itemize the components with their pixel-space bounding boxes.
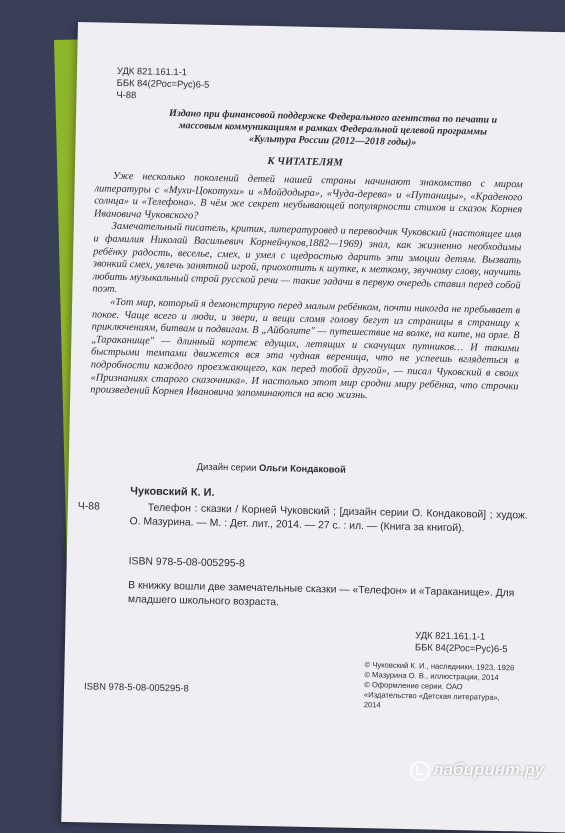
classification-top (116, 65, 209, 103)
watermark-text: лабиринт.ру (433, 760, 544, 779)
bbk-bottom: ББК 84(2Рос=Рус)6-5 (414, 641, 508, 655)
isbn-bottom: ISBN 978-5-08-005295-8 (83, 680, 189, 694)
watermark (410, 760, 544, 781)
card-author: Чуковский К. И. (130, 485, 215, 499)
paragraph: Замечательный писатель, критик, литературовед и переводчик Чуковский (настоящее имя и фамилия Николай Васильевич Корнейчуков,1882—1969) знал, как жизненно необходимы ребёнку радость, веселье, смех, и умел с щедростью дарить эти эмоции детям. Вызвать звонкий смех, увлечь занятной игрой, приохотить к шутке, к меткому, звучному слову, научить любить музыкальный строй русской речи — такие задачи в первую очередь ставил перед собой поэт. (92, 221, 522, 296)
copyright-line: © Мазурина О. В., иллюстрации, 2014 (364, 670, 499, 682)
funding-note: Издано при финансовой поддержке Федерального агентства по печати и массовым коммуникациям в рамках Федеральной целевой программы «Культура России (2012—2018 годы)» (168, 107, 498, 149)
paragraph: «Тот мир, который я демонстрирую перед малым ребёнком, почти никогда не пребывает в покое. Чаще всего и люди, и звери, и вещи сломя голову бегут из страницы в страницу к приключениям, битвам и подвигам. В „Айболите" — путешествие на волке, на ките, на орле. В „Тараканище" — длинный кортеж едущих, летящих и скачущих путников… И такими быстрыми темпами движется вся эта чудная вереница, что не успеешь вглядеться в подробности каждого проезжающего, как перед тобой другой», — писал Чуковский в своих «Признаниях старого сказочника». И настолько этот мир сродни миру ребёнка, что строчки произведений Корнея Ивановича запоминаются на всю жизнь. (90, 296, 521, 402)
design-credit-name: Ольги Кондаковой (258, 461, 346, 475)
udk-top: УДК 821.161.1-1 (116, 64, 188, 78)
copyright-line: © Оформление серии. ОАО «Издательство «Детская литература», 2014 (363, 680, 500, 710)
reader-address (90, 170, 523, 406)
card-code: Ч-88 (77, 501, 100, 513)
bbk-top: ББК 84(2Рос=Рус)6-5 (116, 76, 210, 90)
udk-bottom: УДК 821.161.1-1 (415, 629, 486, 642)
card-isbn: ISBN 978-5-08-005295-8 (128, 556, 245, 570)
code-top: Ч-88 (116, 88, 137, 101)
copyright-block (364, 660, 515, 713)
paragraph: Уже несколько поколений детей нашей страны начинают знакомство с миром литературы с «Мухи-Цокотухи» и «Мойдодыра», «Чуда-дерева» и «Путаницы», «Краденого солнца» и «Телефона». В чём же секрет неубывающей популярности стихов и сказок Корнея Ивановича Чуковского? (93, 170, 523, 222)
book-page (61, 22, 565, 833)
card-body: Телефон : сказки / Корней Чуковский ; [дизайн серии О. Кондаковой] ; худож. О. Мазурина. — М. : Дет. лит., 2014. — 27 с. : ил. — (Книга за книгой). (129, 502, 528, 535)
annotation: В книжку вошли две замечательные сказки — «Телефон» и «Тараканище». Для младшего школьного возраста. (127, 580, 515, 609)
section-heading: К ЧИТАТЕЛЯМ (267, 155, 343, 169)
labirint-logo-icon (410, 761, 430, 781)
copyright-line: © Чуковский К. И., наследники, 1923, 1926 (364, 660, 515, 673)
design-credit-prefix: Дизайн серии (196, 460, 260, 473)
classification-bottom (415, 629, 508, 655)
design-credit (197, 461, 346, 476)
